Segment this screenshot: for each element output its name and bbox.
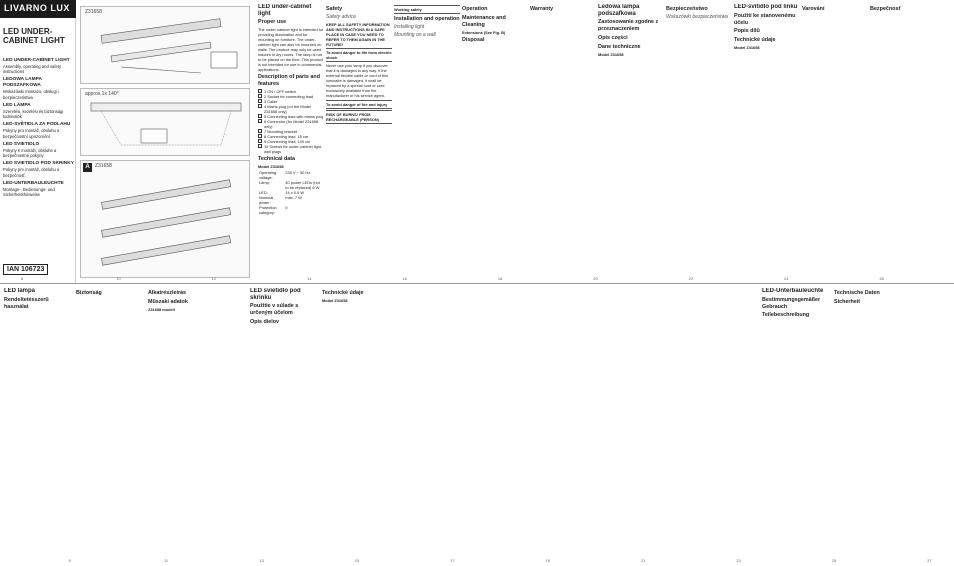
page-number: 16 [402, 276, 407, 281]
page-number: 24 [784, 276, 789, 281]
en-burn-warning: RISK OF BURNS! FROM RECHARGEABLE (PERSON) [326, 110, 392, 124]
page-number: 15 [354, 558, 360, 563]
cz-section-1: Použití ke stanovenému účelu [734, 12, 796, 26]
pl-model: Model Z31658 [598, 51, 624, 57]
hu-column-1 [4, 288, 74, 562]
figures-panel [76, 0, 256, 283]
pl-column-1 [598, 4, 664, 281]
en-maintenance-heading: Maintenance and Cleaning [462, 14, 506, 28]
cz-model: Model Z31658 [734, 45, 760, 51]
sk-model: Model Z31658 [322, 297, 348, 303]
cover-language-list [3, 55, 75, 197]
pl-section-1: Zastosowanie zgodne z przeznaczeniem [598, 19, 659, 33]
cz-column-2 [802, 4, 868, 281]
en-shock-text: Never use your lamp if you discover that it is damaged in any way. If the external flexible cable or cord of this luminaire is damaged, it shall be replaced by a special cord or cord exclusively available from the manufacturer or his service agent. [326, 63, 389, 99]
cz-section-4: Varování [802, 6, 825, 12]
page-number: 27 [927, 558, 932, 563]
figure-3 [80, 160, 250, 278]
sk-section-1: Použitie v súlade s určeným účelom [250, 303, 299, 317]
page-number: 11 [163, 558, 169, 563]
page-number: 26 [879, 276, 884, 281]
brand-logo: LIVARNO LUX [0, 0, 76, 18]
ian-number: IAN 106723 [3, 264, 48, 275]
cz-section-2: Popis dílů [734, 28, 760, 35]
en-description-heading: Description of parts and features [258, 74, 321, 87]
page-fold-line [0, 283, 954, 284]
pl-section-2: Opis części [598, 35, 628, 41]
en-install-light: Installing light [394, 23, 425, 30]
dimension-label: approx.1x 140° [85, 91, 119, 97]
en-working-safely: Working safely [394, 5, 460, 14]
page-number: 13 [259, 558, 264, 563]
page-number: 21 [640, 558, 646, 563]
de-section-3: Technische Daten [834, 290, 880, 296]
de-section-2: Teilebeschreibung [762, 312, 810, 319]
en-title: LED under-cabinet light [258, 4, 312, 17]
page-number: 20 [593, 276, 598, 281]
sk-section-4: Bezpečnosť [870, 6, 902, 12]
page-number: 19 [545, 558, 550, 563]
checkbox-icon [258, 89, 262, 93]
hu-section-2: Biztonság [76, 290, 102, 296]
en-extensions: Extensions (See Fig. B) [462, 29, 506, 35]
hu-model: Z31658 modell [148, 306, 175, 312]
en-disposal-heading: Disposal [462, 36, 485, 43]
de-section-4: Sicherheit [834, 298, 861, 305]
pl-section-4: Bezpieczeństwo [666, 6, 708, 12]
page-number: 23 [736, 558, 741, 563]
sk-column-1 [250, 288, 320, 562]
en-model: Model Z31658 [258, 163, 284, 169]
part-item: 4 Mains plug (on the Model Z31658 only) [258, 104, 324, 114]
en-tech-heading: Technical data [258, 155, 296, 162]
en-column-2 [326, 4, 392, 281]
figure-2 [80, 88, 250, 156]
cover-lang-item: LED SVIETIDLO Pokyny k montáži, obsluhe a bezpečnostné pokyny [3, 141, 57, 159]
cover-lang-item: LED LÁMPA Szerelési, kezelési és biztonsági tudnivalók [3, 102, 64, 120]
part-item: 5 Connecting lead with mains plug [258, 114, 324, 119]
pl-safety-advice: Wskazówki bezpieczeństwa [666, 13, 728, 20]
en-warranty-heading: Warranty [530, 6, 554, 12]
en-column-4 [462, 4, 528, 281]
en-install-heading: Installation and operation [394, 16, 460, 22]
en-operation-heading: Operation [462, 6, 488, 12]
pl-section-3: Dane techniczne [598, 43, 641, 50]
en-tech-table [258, 170, 324, 215]
table-row: Nominal power: max. 7 W [259, 195, 302, 206]
cover-lang-item: LED UNDER-CABINET LIGHT Assembly, operating and safety instructions [3, 58, 70, 75]
en-proper-use-heading: Proper use [258, 19, 287, 26]
page-number: 25 [831, 558, 837, 563]
checkbox-icon [258, 104, 262, 108]
sk-column-2 [322, 288, 392, 562]
hu-title: LED lámpa [4, 288, 36, 294]
part-item: 1 ON / OFF switch [258, 89, 324, 94]
part-item: 7 Mounting bracket [258, 129, 324, 134]
checkbox-icon [258, 94, 262, 98]
en-column-1 [258, 4, 324, 281]
checkbox-icon [258, 129, 262, 133]
checkbox-icon [258, 139, 262, 143]
checkbox-icon [258, 119, 262, 123]
en-safety-advice: Safety advice [326, 13, 357, 20]
cz-title: LED-svítidlo pod linku [734, 4, 798, 10]
en-column-3 [394, 4, 460, 281]
hu-section-4: Műszaki adatok [148, 298, 188, 305]
cover-lang-item: LED-SVĚTIDLA ZA PODLAHU Pokyny pro montáž, obsluhu a bezpečnostní upozornění [3, 122, 71, 139]
pl-column-2 [666, 4, 732, 281]
page-number: 10 [116, 276, 121, 281]
hu-section-3: Alkatrészleírás [148, 290, 187, 296]
part-item: 6 Connector (for Model Z31658 only) [258, 119, 324, 129]
en-shock-warning: To avoid danger to life from electric shock [326, 50, 392, 61]
page-number: 22 [688, 276, 694, 281]
page-number: 18 [497, 276, 503, 281]
en-proper-use-text: The under-cabinet light is intended for providing illumination and for mounting on furniture. The under-cabinet light can also be mounted on walls. The product may only be used indoors in dry rooms. The lamp is not to be placed on the floor. This product is not intended for use in commercial applications. [258, 27, 324, 73]
en-safety-text: KEEP ALL SAFETY INFORMATION AND INSTRUCTIONS IN A SAFE PLACE IN CASE YOU NEED TO REFER TO THEM AGAIN IN THE FUTURE! [326, 21, 390, 47]
cover-lang-item: LED-UNTERBAULEUCHTE Montage-, Bedienungs- und Sicherheitshinweise [3, 180, 64, 198]
cover-lang-item: LED SVIETIDLO POD SKRINKY Pokyny pre montáž, obsluhu a bezpečnosť [3, 161, 74, 178]
figure-code: Z31658 [85, 9, 102, 15]
cover-panel [0, 0, 76, 283]
hu-section-1: Rendeltetésszerű használat [4, 296, 49, 310]
figure-1 [80, 6, 250, 84]
en-mount-wall: Mounting on a wall [394, 31, 436, 38]
cover-lang-item: LEDOWA LAMPA PODSZAFKOWA Wskazówki montażu, obsługi i bezpieczeństwa [3, 77, 59, 100]
checkbox-icon [258, 144, 262, 148]
sk-title: LED svietidlo pod skrinku [250, 288, 301, 301]
page-number: 17 [450, 558, 455, 563]
en-injury-warning: To avoid danger of fire and injury [326, 100, 392, 109]
sk-section-2: Opis dielov [250, 319, 280, 325]
table-row: Operating voltage: 230 V ~ 50 Hz [259, 170, 311, 181]
table-row: Protection category: II [259, 205, 288, 216]
table-row: LED: 14 x 0.5 W [259, 190, 304, 196]
part-item: 10 Screws for under-cabinet light, wall plugs [258, 144, 324, 154]
part-item: 2 Socket for connecting lead [258, 94, 324, 99]
sk-section-3: Technické údaje [322, 290, 364, 296]
en-column-5 [530, 4, 596, 281]
cz-section-3: Technické údaje [734, 37, 776, 44]
page-number: 14 [307, 276, 312, 281]
cover-title: LED UNDER-CABINET LIGHT [3, 27, 65, 45]
checkbox-icon [258, 134, 262, 138]
page-number: 9 [68, 558, 71, 563]
figure-letter-a: A [83, 163, 92, 172]
figure-code: Z31658 [95, 163, 112, 169]
de-section-1: Bestimmungsgemäßer Gebrauch [762, 296, 821, 310]
assembly-illustration [81, 161, 251, 279]
de-column-1 [762, 288, 832, 562]
checkbox-icon [258, 99, 262, 103]
mounting-illustration [81, 89, 251, 157]
en-safety-heading: Safety [326, 6, 343, 12]
page-number: 12 [211, 276, 217, 281]
sk-column-top [870, 4, 950, 281]
part-item: 3 Cable [258, 99, 324, 104]
hu-column-3 [148, 288, 218, 562]
checkbox-icon [258, 114, 262, 118]
part-item: 8 Connecting lead, 15 cm [258, 134, 324, 139]
cz-column-1 [734, 4, 800, 281]
pl-title: Ledowa lampa podszafkowa [598, 4, 640, 17]
de-title: LED-Unterbauleuchte [762, 288, 824, 294]
page-number: 8 [20, 276, 24, 281]
light-bar-illustration [81, 7, 251, 85]
hu-column-2 [76, 288, 146, 562]
table-row: Lamp: 40 power LEDs (not to be replaced) 6 W [259, 180, 320, 191]
part-item: 9 Connecting lead, 100 cm [258, 139, 324, 144]
